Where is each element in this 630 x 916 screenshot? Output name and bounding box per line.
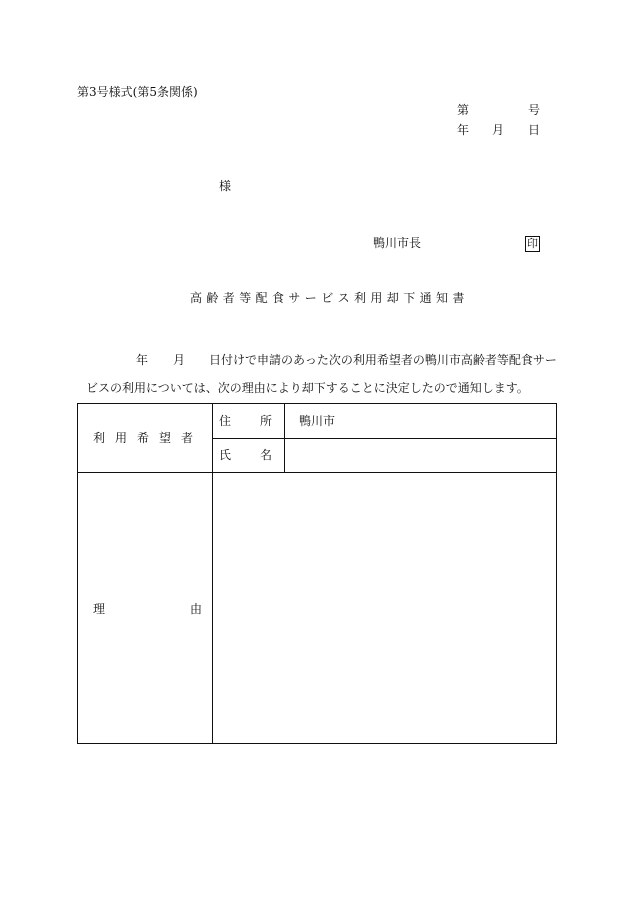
body-year-label: 年 [136, 353, 149, 367]
address-label: 住所 [219, 414, 302, 428]
table-row-divider-sub [213, 438, 556, 439]
reason-label: 理由 [93, 602, 288, 616]
name-label: 氏名 [219, 448, 302, 462]
issuer-name: 鴨川市長 [373, 236, 422, 250]
applicant-label [93, 431, 204, 445]
table-row-divider-main [78, 472, 556, 473]
name-field[interactable] [299, 449, 549, 463]
seal-mark: 印 [527, 237, 538, 250]
reason-field[interactable] [220, 480, 550, 735]
applicant-form-table [77, 403, 557, 744]
body-line-2: ビスの利用については、次の理由により却下することに決定したので通知します。 [86, 381, 529, 395]
body-line-1: 日付けで申請のあった次の利用希望者の鴨川市高齢者等配食サー [209, 353, 557, 367]
address-field[interactable]: 鴨川市 [299, 414, 336, 428]
applicant-label-text: 利用希望者 [93, 431, 204, 445]
date-day-label: 日 [528, 123, 541, 137]
table-vertical-divider [212, 404, 213, 743]
recipient-suffix: 様 [219, 179, 232, 193]
document-title: 高齢者等配食サービス利用却下通知書 [190, 291, 469, 305]
form-number: 第3号様式(第5条関係) [77, 85, 198, 99]
doc-number-prefix: 第 [457, 103, 470, 117]
date-year-label: 年 [457, 123, 470, 137]
date-month-label: 月 [492, 123, 505, 137]
body-month-label: 月 [173, 353, 186, 367]
doc-number-suffix: 号 [528, 103, 541, 117]
